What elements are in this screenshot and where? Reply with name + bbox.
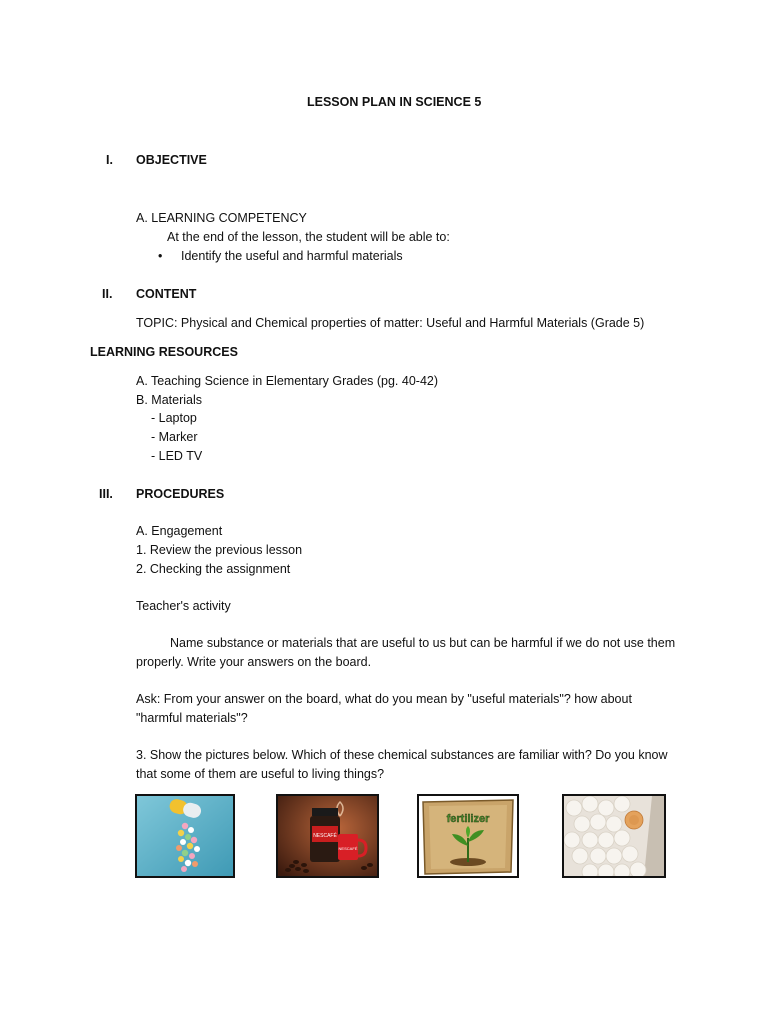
- engagement-heading: A. Engagement: [136, 524, 223, 538]
- paragraph-show-pictures: 3. Show the pictures below. Which of these chemical substances are familiar with? Do you know that some of them are useful to living things?: [136, 748, 668, 781]
- cigarettes-image: [562, 794, 666, 878]
- learning-resources-heading: LEARNING RESOURCES: [90, 345, 238, 359]
- material-item: - Marker: [151, 430, 198, 444]
- resource-b: B. Materials: [136, 393, 202, 407]
- topic-line: TOPIC: Physical and Chemical properties of matter: Useful and Harmful Materials (Grade 5): [136, 316, 645, 330]
- learning-competency-heading: A. LEARNING COMPETENCY: [136, 211, 307, 225]
- bullet-icon: •: [158, 249, 163, 263]
- section-1-numeral: I.: [106, 153, 113, 167]
- resource-a: A. Teaching Science in Elementary Grades (pg. 40-42): [136, 374, 439, 388]
- paragraph-ask: Ask: From your answer on the board, what do you mean by "useful materials"? how about "harmful materials"?: [136, 692, 632, 725]
- fertilizer-image: [417, 794, 519, 878]
- material-item: - Laptop: [151, 411, 197, 425]
- engagement-step: 2. Checking the assignment: [136, 562, 291, 576]
- pills-image: [135, 794, 235, 878]
- coffee-image: [276, 794, 379, 878]
- section-3-numeral: III.: [99, 487, 113, 501]
- engagement-step: 1. Review the previous lesson: [136, 543, 303, 557]
- learning-competency-intro: At the end of the lesson, the student will be able to:: [167, 230, 450, 244]
- section-2-numeral: II.: [102, 287, 113, 301]
- material-item: - LED TV: [151, 449, 203, 463]
- section-3-heading: PROCEDURES: [136, 487, 225, 501]
- document-title: LESSON PLAN IN SCIENCE 5: [307, 95, 482, 109]
- objective-bullet: Identify the useful and harmful materials: [181, 249, 403, 263]
- section-2-heading: CONTENT: [136, 287, 197, 301]
- svg-text:NESCAFÉ: NESCAFÉ: [313, 833, 337, 839]
- paragraph-name-substances: Name substance or materials that are useful to us but can be harmful if we do not use them properly. Write your answers on the board.: [136, 636, 676, 669]
- fertilizer-label: fertilizer: [446, 813, 490, 825]
- section-1-heading: OBJECTIVE: [136, 153, 207, 167]
- teacher-activity-label: Teacher's activity: [136, 599, 231, 613]
- coffee-label: NESCAFÉ: [338, 846, 358, 851]
